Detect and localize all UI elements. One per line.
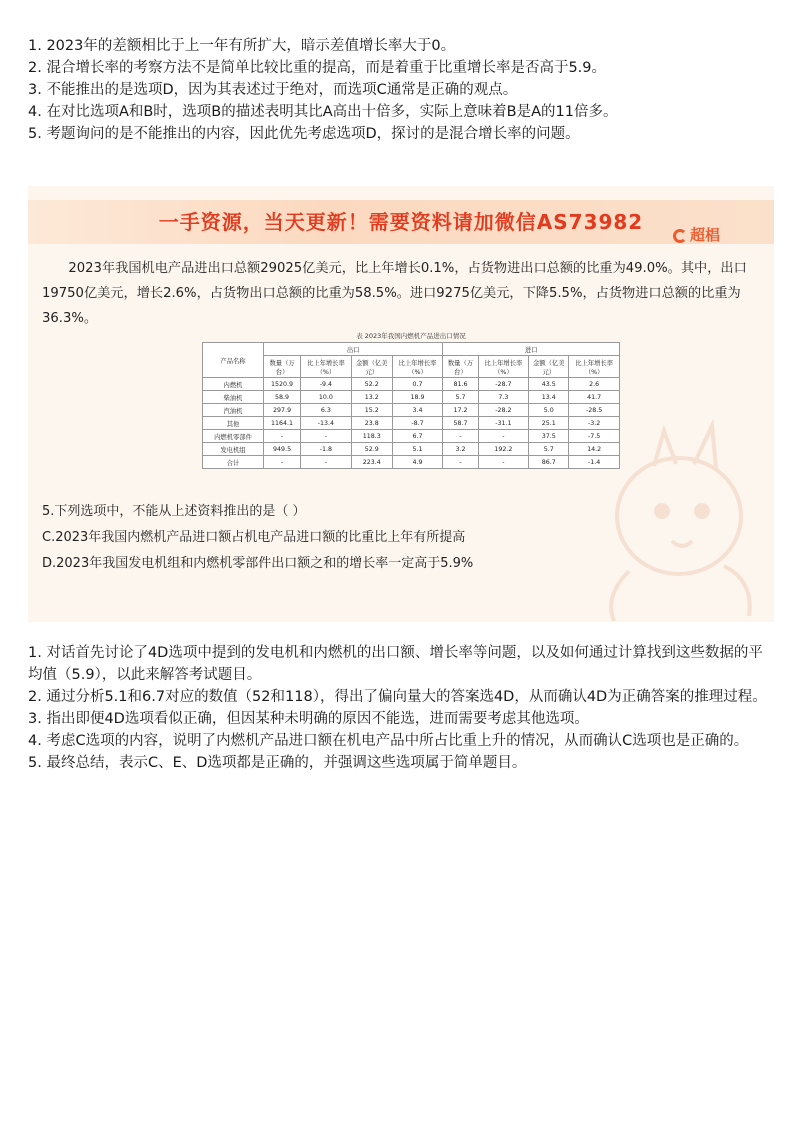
logo-text: 超椙 <box>689 226 720 244</box>
table-cell: 5.7 <box>529 443 569 456</box>
table-cell: - <box>443 456 478 469</box>
table-cell: -13.4 <box>301 417 352 430</box>
table-cell: - <box>301 430 352 443</box>
note-item: 1. 对话首先讨论了4D选项中提到的发电机和内燃机的出口额、增长率等问题，以及如何通过计算找到这些数据的平均值（5.9），以此来解答考试题目。 <box>28 645 763 683</box>
passage-text: 2023年我国机电产品进出口总额29025亿美元，比上年增长0.1%，占货物进出口总额的比重为49.0%。其中，出口19750亿美元，增长2.6%，占货物出口总额的比重为58.5%。进口9275亿美元，下降5.5%，占货物进口总额的比重为36.3%。 <box>42 261 747 326</box>
table-cell: -1.8 <box>301 443 352 456</box>
table-cell: 3.4 <box>392 404 443 417</box>
row-label-cell: 发电机组 <box>203 443 264 456</box>
option-d: D.2023年我国发电机组和内燃机零部件出口额之和的增长率一定高于5.9% <box>42 556 474 571</box>
table-cell: 10.0 <box>301 391 352 404</box>
note-item: 3. 不能推出的是选项D，因为其表述过于绝对，而选项C通常是正确的观点。 <box>28 82 518 98</box>
table-cell: 15.2 <box>351 404 392 417</box>
table-row <box>203 443 620 456</box>
table-cell: -28.7 <box>478 378 529 391</box>
table-body <box>203 378 620 469</box>
row-label-cell: 其他 <box>203 417 264 430</box>
question-stem: 5.下列选项中，不能从上述资料推出的是（ ） <box>42 504 306 519</box>
row-label-cell: 内燃机零部件 <box>203 430 264 443</box>
table-cell: 7.3 <box>478 391 529 404</box>
table-cell: -8.7 <box>392 417 443 430</box>
table-cell: 6.7 <box>392 430 443 443</box>
table-cell: - <box>478 456 529 469</box>
table-cell: 118.3 <box>351 430 392 443</box>
exam-screenshot <box>28 186 774 622</box>
table-cell: 192.2 <box>478 443 529 456</box>
note-item: 4. 在对比选项A和B时，选项B的描述表明其比A高出十倍多，实际上意味着B是A的11倍多。 <box>28 104 618 120</box>
note-item: 2. 通过分析5.1和6.7对应的数值（52和118），得出了偏向量大的答案选4D，从而确认4D为正确答案的推理过程。 <box>28 689 767 705</box>
table-row <box>203 378 620 391</box>
table-row <box>203 417 620 430</box>
table-cell: 81.6 <box>443 378 478 391</box>
table-cell: 58.7 <box>443 417 478 430</box>
table-cell: 43.5 <box>529 378 569 391</box>
table-cell: - <box>443 430 478 443</box>
table-cell: - <box>264 456 301 469</box>
table-cell: 37.5 <box>529 430 569 443</box>
table-cell: 2.6 <box>569 378 620 391</box>
column-header: 比上年增长率（%） <box>478 356 529 378</box>
banner-text: 一手资源，当天更新！需要资料请加微信AS73982 <box>158 210 644 234</box>
row-label-cell: 汽油机 <box>203 404 264 417</box>
table-cell: 6.3 <box>301 404 352 417</box>
notes-bottom <box>28 642 772 774</box>
note-item: 5. 考题询问的是不能推出的内容，因此优先考虑选项D，探讨的是混合增长率的问题。 <box>28 126 580 142</box>
table-cell: - <box>478 430 529 443</box>
table-cell: -1.4 <box>569 456 620 469</box>
table-cell: 223.4 <box>351 456 392 469</box>
group-header-import: 进口 <box>443 343 620 356</box>
table-cell: 13.2 <box>351 391 392 404</box>
table-row <box>203 391 620 404</box>
table-cell: 1164.1 <box>264 417 301 430</box>
row-label-cell: 内燃机 <box>203 378 264 391</box>
table-cell: 5.0 <box>529 404 569 417</box>
table-cell: 25.1 <box>529 417 569 430</box>
table-cell: 5.7 <box>443 391 478 404</box>
table-cell: 14.2 <box>569 443 620 456</box>
note-item: 2. 混合增长率的考察方法不是简单比较比重的提高，而是着重于比重增长率是否高于5.9。 <box>28 60 606 76</box>
table-cell: -31.1 <box>478 417 529 430</box>
table-cell: 23.8 <box>351 417 392 430</box>
table-row <box>203 404 620 417</box>
row-header-cell: 产品名称 <box>203 343 264 378</box>
note-item: 3. 指出即便4D选项看似正确，但因某种未明确的原因不能选，进而需要考虑其他选项。 <box>28 711 589 727</box>
column-header: 比上年增长率（%） <box>569 356 620 378</box>
notes-top <box>28 35 772 145</box>
table-cell: -28.5 <box>569 404 620 417</box>
note-item: 5. 最终总结，表示C、E、D选项都是正确的，并强调这些选项属于简单题目。 <box>28 755 527 771</box>
table-cell: -7.5 <box>569 430 620 443</box>
table-cell: 4.9 <box>392 456 443 469</box>
column-header: 比上年增长率（%） <box>392 356 443 378</box>
brand-logo <box>673 224 720 245</box>
data-table-wrapper <box>202 331 620 469</box>
table-cell: 86.7 <box>529 456 569 469</box>
group-header-export: 出口 <box>264 343 443 356</box>
table-row <box>203 430 620 443</box>
table-cell: 3.2 <box>443 443 478 456</box>
table-cell: 52.9 <box>351 443 392 456</box>
table-cell: 13.4 <box>529 391 569 404</box>
table-cell: 17.2 <box>443 404 478 417</box>
column-header: 比上年增长率（%） <box>301 356 352 378</box>
table-cell: -3.2 <box>569 417 620 430</box>
table-cell: 1520.9 <box>264 378 301 391</box>
table-cell: 41.7 <box>569 391 620 404</box>
table-cell: 58.9 <box>264 391 301 404</box>
material-passage <box>42 256 764 331</box>
table-cell: 5.1 <box>392 443 443 456</box>
table-cell: 52.2 <box>351 378 392 391</box>
option-c: C.2023年我国内燃机产品进口额占机电产品进口额的比重比上年有所提高 <box>42 530 466 545</box>
table-cell: 297.9 <box>264 404 301 417</box>
column-header: 金额（亿美元） <box>351 356 392 378</box>
column-header: 金额（亿美元） <box>529 356 569 378</box>
table-cell: - <box>301 456 352 469</box>
data-table <box>202 342 620 469</box>
table-caption: 表 2023年我国内燃机产品进出口情况 <box>356 332 466 340</box>
table-cell: 0.7 <box>392 378 443 391</box>
column-header: 数量（万台） <box>443 356 478 378</box>
table-cell: -28.2 <box>478 404 529 417</box>
column-header: 数量（万台） <box>264 356 301 378</box>
table-cell: - <box>264 430 301 443</box>
table-cell: -9.4 <box>301 378 352 391</box>
note-item: 1. 2023年的差额相比于上一年有所扩大，暗示差值增长率大于0。 <box>28 38 456 54</box>
table-cell: 949.5 <box>264 443 301 456</box>
row-label-cell: 合计 <box>203 456 264 469</box>
table-cell: 18.9 <box>392 391 443 404</box>
table-row <box>203 456 620 469</box>
logo-g-icon <box>673 229 687 243</box>
note-item: 4. 考虑C选项的内容，说明了内燃机产品进口额在机电产品中所占比重上升的情况，从而确认C选项也是正确的。 <box>28 733 749 749</box>
promo-banner <box>28 200 774 244</box>
row-label-cell: 柴油机 <box>203 391 264 404</box>
